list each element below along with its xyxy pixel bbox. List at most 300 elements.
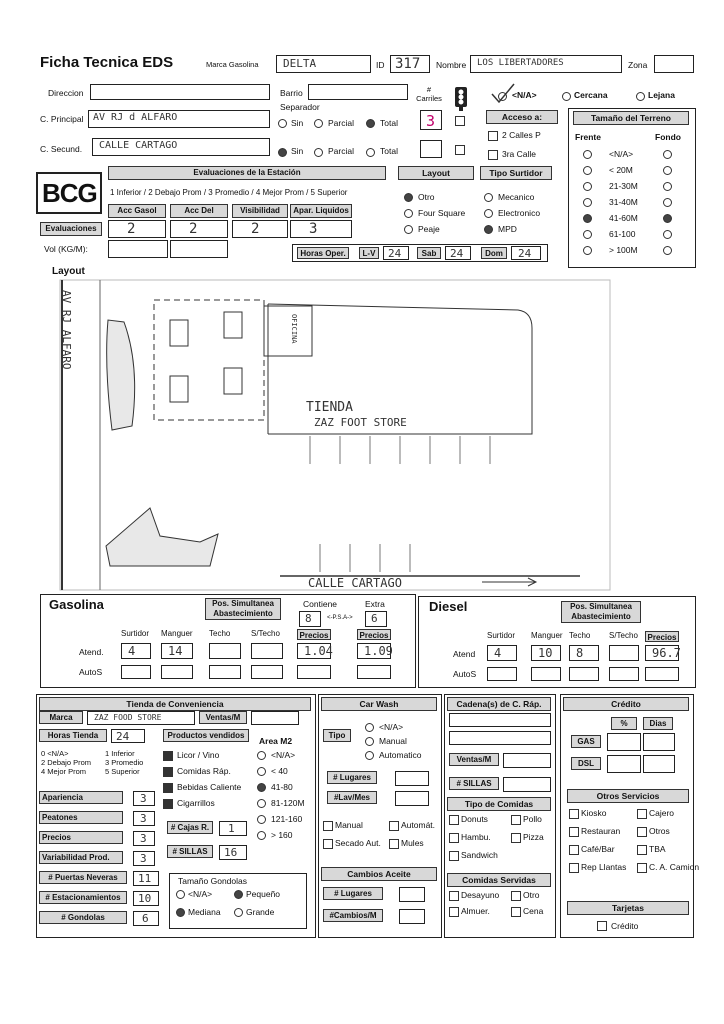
extra-value: 6	[371, 612, 378, 625]
cadena-ventas-field[interactable]	[503, 753, 551, 768]
sep2-parcial-radio[interactable]	[314, 148, 323, 157]
grid-col-label: Techo	[569, 631, 591, 640]
rating-field[interactable]	[133, 811, 155, 826]
lv-field[interactable]	[383, 246, 409, 260]
street2-label: CALLE CARTAGO	[308, 576, 402, 590]
autos-field[interactable]	[161, 665, 193, 679]
atend-field[interactable]	[161, 643, 193, 659]
terreno-panel	[568, 108, 696, 268]
product-check[interactable]	[163, 767, 173, 777]
rating-label: Variabilidad Prod.	[39, 851, 123, 864]
vol-field-2[interactable]	[170, 240, 228, 258]
area-label: 121-160	[271, 814, 303, 824]
carwash-radio[interactable]	[365, 723, 374, 732]
autos-field[interactable]	[609, 667, 639, 681]
surtidor-option-label: MPD	[498, 224, 517, 234]
product-label: Bebidas Caliente	[177, 782, 242, 792]
sab-label: Sab	[417, 247, 441, 259]
eval-value-field[interactable]	[232, 220, 288, 238]
neveras-field[interactable]	[133, 871, 159, 886]
area-radio[interactable]	[257, 767, 266, 776]
carriles2-check[interactable]	[455, 145, 465, 155]
fondo-radio[interactable]	[663, 166, 672, 175]
tipo-surtidor-tab[interactable]: Tipo Surtidor	[480, 166, 552, 180]
atend-field[interactable]	[569, 645, 599, 661]
cadena-sillas-label: # SILLAS	[449, 777, 499, 790]
otro-servicio-check[interactable]	[637, 863, 647, 873]
gondola-med-radio[interactable]	[176, 908, 185, 917]
direccion-label: Direccion	[48, 88, 84, 98]
otro-servicio-label: Rep Llantas	[581, 862, 627, 872]
area-radio[interactable]	[257, 783, 266, 792]
carwash-check[interactable]	[323, 839, 333, 849]
sab-value: 24	[450, 247, 464, 260]
otro-servicio-label: TBA	[649, 844, 666, 854]
c-secund-field[interactable]	[92, 138, 270, 156]
diesel-pos-sim: Pos. Simultanea Abastecimiento	[561, 601, 641, 623]
cadena-ventas-label: Ventas/M	[449, 753, 499, 766]
comida-check[interactable]	[449, 833, 459, 843]
otro-servicio-check[interactable]	[569, 827, 579, 837]
servida-check[interactable]	[511, 891, 521, 901]
id-value: 317	[395, 56, 421, 72]
credito-gas-dias[interactable]	[643, 733, 675, 751]
otro-servicio-check[interactable]	[569, 809, 579, 819]
area-label: < 40	[271, 766, 288, 776]
terreno-title: Tamaño del Terreno	[573, 111, 689, 125]
comida-label: Pollo	[523, 814, 542, 824]
cadena-field-2[interactable]	[449, 731, 551, 745]
otro-servicio-label: Restauran	[581, 826, 621, 836]
surtidor-radio[interactable]	[484, 209, 493, 218]
legend-item: 1 Inferior	[105, 749, 135, 758]
cadena-panel	[444, 694, 556, 938]
terreno-row-label: > 100M	[609, 245, 638, 255]
c-principal-field[interactable]	[88, 110, 270, 128]
estac-label: # Estacionamientos	[39, 891, 127, 904]
carwash-check[interactable]	[389, 839, 399, 849]
frente-radio[interactable]	[583, 166, 592, 175]
eval-value: 2	[189, 221, 198, 237]
dom-label: Dom	[481, 247, 507, 259]
rating-value: 3	[140, 792, 147, 805]
diesel-panel	[418, 596, 696, 688]
autos-field[interactable]	[297, 665, 331, 679]
credito-panel	[560, 694, 700, 938]
evaluaciones-title: Evaluaciones de la Estación	[108, 166, 386, 180]
frente-radio[interactable]	[583, 150, 592, 159]
sep1-sin-radio[interactable]	[278, 119, 287, 128]
zona-field[interactable]	[654, 55, 694, 73]
credito-dsl-label: DSL	[571, 757, 601, 770]
layout-tab[interactable]: Layout	[398, 166, 474, 180]
product-label: Cigarrillos	[177, 798, 215, 808]
carwash-check-label: Manual	[335, 820, 363, 830]
tercera-calle-check[interactable]	[488, 150, 498, 160]
nombre-label: Nombre	[436, 60, 467, 70]
gas-pos-sim: Pos. Simultanea Abastecimiento	[205, 598, 281, 620]
comida-check[interactable]	[449, 815, 459, 825]
sep1-parcial-radio[interactable]	[314, 119, 323, 128]
area-radio[interactable]	[257, 799, 266, 808]
layout-option-label: Otro	[418, 192, 435, 202]
credito-pct-label: %	[611, 717, 637, 730]
vol-label: Vol (KG/M):	[44, 244, 88, 254]
atend-value: 8	[576, 646, 584, 660]
carwash-panel	[318, 694, 442, 938]
servida-label: Almuer.	[461, 906, 490, 916]
fondo-radio[interactable]	[663, 230, 672, 239]
gondola-peq-radio[interactable]	[234, 890, 243, 899]
gondolas-field[interactable]	[133, 911, 159, 926]
autos-field[interactable]	[209, 665, 241, 679]
tam-gondolas-box	[169, 873, 307, 929]
servida-label: Cena	[523, 906, 544, 916]
area-radio[interactable]	[257, 815, 266, 824]
barrio-field[interactable]	[308, 84, 408, 100]
form-title: Ficha Tecnica EDS	[40, 54, 174, 71]
layout-option-label: Four Square	[418, 208, 466, 218]
c-secund-value: CALLE CARTAGO	[99, 140, 178, 151]
direccion-field[interactable]	[90, 84, 270, 100]
eval-value-field[interactable]	[170, 220, 228, 238]
layout-radio[interactable]	[404, 193, 413, 202]
eval-col-label: Acc Gasol	[108, 204, 166, 218]
horas-oper-label: Horas Oper.	[297, 247, 349, 259]
frente-radio[interactable]	[583, 198, 592, 207]
atend-field[interactable]	[487, 645, 517, 661]
gondola-gra-radio[interactable]	[234, 908, 243, 917]
comida-label: Hambu.	[461, 832, 491, 842]
rating-label: Apariencia	[39, 791, 123, 804]
gondolas-value: 6	[142, 912, 149, 925]
eval-value: 2	[251, 221, 260, 237]
legend-item: 4 Mejor Prom	[41, 767, 87, 776]
surtidor-option-label: Electronico	[498, 208, 541, 218]
credito-dsl-dias[interactable]	[643, 755, 675, 773]
area-label: 41-80	[271, 782, 293, 792]
tienda-marca-label: Marca	[39, 711, 83, 724]
otro-servicio-check[interactable]	[569, 845, 579, 855]
sep2-total-radio[interactable]	[366, 148, 375, 157]
otro-servicio-label: Café/Bar	[581, 844, 615, 854]
autos-field[interactable]	[645, 667, 679, 681]
product-label: Comidas Ráp.	[177, 766, 231, 776]
gondola-na-label: <N/A>	[188, 889, 213, 899]
cercana-radio[interactable]	[562, 92, 571, 101]
grid-col-label: Precios	[297, 629, 331, 640]
fondo-radio[interactable]	[663, 182, 672, 191]
otros-servicios-title: Otros Servicios	[567, 789, 689, 803]
atend-field[interactable]	[357, 643, 391, 659]
cadena-sillas-field[interactable]	[503, 777, 551, 792]
rating-label: Peatones	[39, 811, 123, 824]
eval-value-field[interactable]	[108, 220, 166, 238]
cambios-mes-field[interactable]	[399, 909, 425, 924]
otro-servicio-check[interactable]	[637, 845, 647, 855]
grid-col-label: S/Techo	[251, 629, 280, 638]
carriles-label: # Carriles	[416, 85, 442, 103]
grid-col-label: Surtidor	[487, 631, 516, 640]
grid-col-label: Surtidor	[121, 629, 150, 638]
atend-value: 1.04	[304, 644, 333, 658]
sep1-parcial-label: Parcial	[328, 118, 354, 128]
atend-field[interactable]	[531, 645, 561, 661]
otro-servicio-check[interactable]	[569, 863, 579, 873]
product-label: Licor / Vino	[177, 750, 220, 760]
carwash-check[interactable]	[389, 821, 399, 831]
gasolina-panel	[40, 594, 416, 688]
cadena-title: Cadena(s) de C. Ráp.	[447, 697, 551, 711]
tienda-ventas-label: Ventas/M	[199, 711, 247, 724]
grid-col-label: Manguer	[161, 629, 193, 638]
rating-field[interactable]	[133, 791, 155, 806]
tam-gondolas-label: Tamaño Gondolas	[178, 876, 247, 886]
fondo-radio[interactable]	[663, 246, 672, 255]
autos-field[interactable]	[531, 667, 561, 681]
lv-value: 24	[388, 247, 402, 260]
carwash-lavmes-field[interactable]	[395, 791, 429, 806]
contiene-field[interactable]	[299, 611, 321, 627]
comidas-servidas-title: Comidas Servidas	[447, 873, 551, 887]
cajas-label: # Cajas R.	[167, 821, 213, 834]
credito-gas-pct[interactable]	[607, 733, 641, 751]
extra-label: Extra	[365, 599, 385, 609]
atend-field[interactable]	[609, 645, 639, 661]
layout-label: Layout	[52, 266, 85, 277]
atend-field[interactable]	[209, 643, 241, 659]
sep1-total-radio[interactable]	[366, 119, 375, 128]
frente-radio[interactable]	[583, 246, 592, 255]
marca-field[interactable]	[276, 55, 371, 73]
atend-field[interactable]	[121, 643, 151, 659]
carriles-check[interactable]	[455, 116, 465, 126]
gondola-med-label: Mediana	[188, 907, 221, 917]
cajas-value: 1	[228, 822, 235, 835]
area-radio[interactable]	[257, 831, 266, 840]
terreno-row-label: <N/A>	[609, 149, 634, 159]
comida-check[interactable]	[511, 833, 521, 843]
traffic-light-icon	[450, 86, 472, 112]
fondo-radio[interactable]	[663, 150, 672, 159]
frente-radio[interactable]	[583, 182, 592, 191]
legend-item: 0 <N/A>	[41, 749, 69, 758]
sillas-label: # SILLAS	[167, 845, 213, 858]
servida-check[interactable]	[449, 891, 459, 901]
comida-check[interactable]	[511, 815, 521, 825]
horas-tienda-field[interactable]	[111, 729, 145, 743]
area-label: > 160	[271, 830, 293, 840]
gondolas-label: # Gondolas	[39, 911, 127, 924]
carriles2-field[interactable]	[420, 140, 442, 158]
sab-field[interactable]	[445, 246, 471, 260]
product-check[interactable]	[163, 751, 173, 761]
gas-autos-label: AutoS	[79, 667, 103, 677]
layout-radio[interactable]	[404, 225, 413, 234]
id-field[interactable]	[390, 55, 430, 73]
neveras-value: 11	[138, 872, 152, 885]
productos-label: Productos vendidos	[163, 729, 249, 742]
otro-servicio-check[interactable]	[637, 809, 647, 819]
gas-atend-label: Atend.	[79, 647, 104, 657]
c-principal-value: AV RJ d ALFARO	[93, 112, 178, 123]
tienda-ventas-field[interactable]	[251, 711, 299, 725]
dos-calles-label: 2 Calles P	[502, 130, 541, 140]
credito-dsl-pct[interactable]	[607, 755, 641, 773]
sep1-total-label: Total	[380, 118, 398, 128]
nombre-value: LOS LIBERTADORES	[477, 58, 564, 68]
autos-field[interactable]	[487, 667, 517, 681]
gondola-na-radio[interactable]	[176, 890, 185, 899]
rating-field[interactable]	[133, 831, 155, 846]
cajas-field[interactable]	[219, 821, 247, 836]
horas-tienda-label: Horas Tienda	[39, 729, 107, 742]
credito-tarjeta-check[interactable]	[597, 921, 607, 931]
atend-field[interactable]	[251, 643, 283, 659]
street1-label: AV RJ ALFARO	[60, 290, 73, 370]
neveras-label: # Puertas Neveras	[39, 871, 127, 884]
atend-field[interactable]	[297, 643, 331, 659]
atend-value: 4	[128, 644, 136, 658]
carwash-tipo-label: Tipo	[323, 729, 351, 742]
tipo-comidas-title: Tipo de Comidas	[447, 797, 551, 811]
horas-oper-row	[292, 244, 548, 262]
atend-value: 96.7	[652, 646, 681, 660]
c-principal-label: C. Principal	[40, 114, 84, 124]
layout-sketch	[40, 276, 680, 596]
fondo-radio[interactable]	[663, 198, 672, 207]
diesel-title: Diesel	[429, 599, 468, 614]
otro-servicio-check[interactable]	[637, 827, 647, 837]
sep2-parcial-label: Parcial	[328, 146, 354, 156]
tienda-marca-value: ZAZ FOOD STORE	[94, 713, 162, 722]
store-name-label: ZAZ FOOT STORE	[314, 416, 407, 429]
carwash-option-label: Manual	[379, 736, 407, 746]
cambios-mes-label: #Cambios/M	[323, 909, 383, 922]
bcg-logo	[36, 172, 102, 214]
dos-calles-check[interactable]	[488, 131, 498, 141]
grid-col-label: S/Techo	[609, 631, 638, 640]
legend-item: 2 Debajo Prom	[41, 758, 92, 767]
c-secund-label: C. Secund.	[40, 144, 83, 154]
credito-gas-label: GAS	[571, 735, 601, 748]
autos-field[interactable]	[569, 667, 599, 681]
cercana-label: Cercana	[574, 90, 608, 100]
nombre-field[interactable]	[470, 55, 622, 73]
vol-field-1[interactable]	[108, 240, 168, 258]
extra-field[interactable]	[365, 611, 387, 627]
frente-radio[interactable]	[583, 230, 592, 239]
carwash-lugares-field[interactable]	[395, 771, 429, 786]
layout-option-label: Peaje	[418, 224, 440, 234]
eval-col-label: Visibilidad	[232, 204, 288, 218]
surtidor-option-label: Mecanico	[498, 192, 535, 202]
sillas-field[interactable]	[219, 845, 247, 860]
rating-value: 3	[140, 832, 147, 845]
evaluaciones-row-label: Evaluaciones	[40, 222, 102, 236]
cambios-lugares-label: # Lugares	[323, 887, 383, 900]
autos-field[interactable]	[251, 665, 283, 679]
layout-radio[interactable]	[404, 209, 413, 218]
terreno-row-label: < 20M	[609, 165, 633, 175]
credito-title: Crédito	[563, 697, 689, 711]
carwash-check-label: Secado Aut.	[335, 838, 381, 848]
carriles-field[interactable]	[420, 110, 442, 130]
carwash-lugares-label: # Lugares	[327, 771, 377, 784]
terreno-row-label: 41-60M	[609, 213, 638, 223]
servida-check[interactable]	[449, 907, 459, 917]
atend-value: 4	[494, 646, 502, 660]
otro-servicio-label: Cajero	[649, 808, 675, 818]
atend-value: 14	[168, 644, 183, 658]
surtidor-radio[interactable]	[484, 193, 493, 202]
comida-label: Pizza	[523, 832, 544, 842]
terreno-row-label: 61-100	[609, 229, 636, 239]
rating-value: 3	[140, 852, 147, 865]
cambios-lugares-field[interactable]	[399, 887, 425, 902]
sep2-sin-label: Sin	[291, 146, 304, 156]
fondo-radio[interactable]	[663, 214, 672, 223]
carwash-check-label: Automát.	[401, 820, 436, 830]
product-check[interactable]	[163, 799, 173, 809]
tercera-calle-label: 3ra Calle	[502, 149, 537, 159]
dom-value: 24	[518, 247, 532, 260]
eval-value-field[interactable]	[290, 220, 352, 238]
autos-field[interactable]	[121, 665, 151, 679]
eval-value: 2	[127, 221, 136, 237]
cadena-field-1[interactable]	[449, 713, 551, 727]
tienda-marca-field[interactable]	[87, 711, 195, 725]
lejana-radio[interactable]	[636, 92, 645, 101]
tienda-panel	[36, 694, 316, 938]
scale-legend: 1 Inferior / 2 Debajo Prom / 3 Promedio / 4 Mejor Prom / 5 Superior	[110, 188, 348, 197]
eval-col-label: Acc Del	[170, 204, 228, 218]
comida-check[interactable]	[449, 851, 459, 861]
psa-label: <-P.S.A->	[327, 615, 353, 621]
contiene-value: 8	[305, 612, 312, 625]
separador-label: Separador	[280, 102, 320, 112]
servida-check[interactable]	[511, 907, 521, 917]
bcg-logo-text: BCG	[42, 178, 97, 208]
product-check[interactable]	[163, 783, 173, 793]
id-label: ID	[376, 60, 385, 70]
carwash-radio[interactable]	[365, 751, 374, 760]
area-radio[interactable]	[257, 751, 266, 760]
area-label: Area M2	[259, 736, 293, 746]
marca-label: Marca Gasolina	[206, 60, 259, 69]
checkmark-icon	[490, 82, 516, 104]
rating-field[interactable]	[133, 851, 155, 866]
sep2-sin-radio[interactable]	[278, 148, 287, 157]
estac-field[interactable]	[133, 891, 159, 906]
carwash-radio[interactable]	[365, 737, 374, 746]
carwash-title: Car Wash	[321, 697, 437, 711]
atend-field[interactable]	[645, 645, 679, 661]
otro-servicio-label: Kiosko	[581, 808, 607, 818]
diesel-autos-label: AutoS	[453, 669, 477, 679]
autos-field[interactable]	[357, 665, 391, 679]
dom-field[interactable]	[511, 246, 541, 260]
surtidor-radio[interactable]	[484, 225, 493, 234]
servida-label: Desayuno	[461, 890, 500, 900]
comida-label: Sandwich	[461, 850, 498, 860]
frente-radio[interactable]	[583, 214, 592, 223]
legend-item: 5 Superior	[105, 767, 140, 776]
carwash-option-label: Automatico	[379, 750, 422, 760]
grid-col-label: Manguer	[531, 631, 563, 640]
carwash-check[interactable]	[323, 821, 333, 831]
horas-tienda-value: 24	[116, 730, 130, 743]
